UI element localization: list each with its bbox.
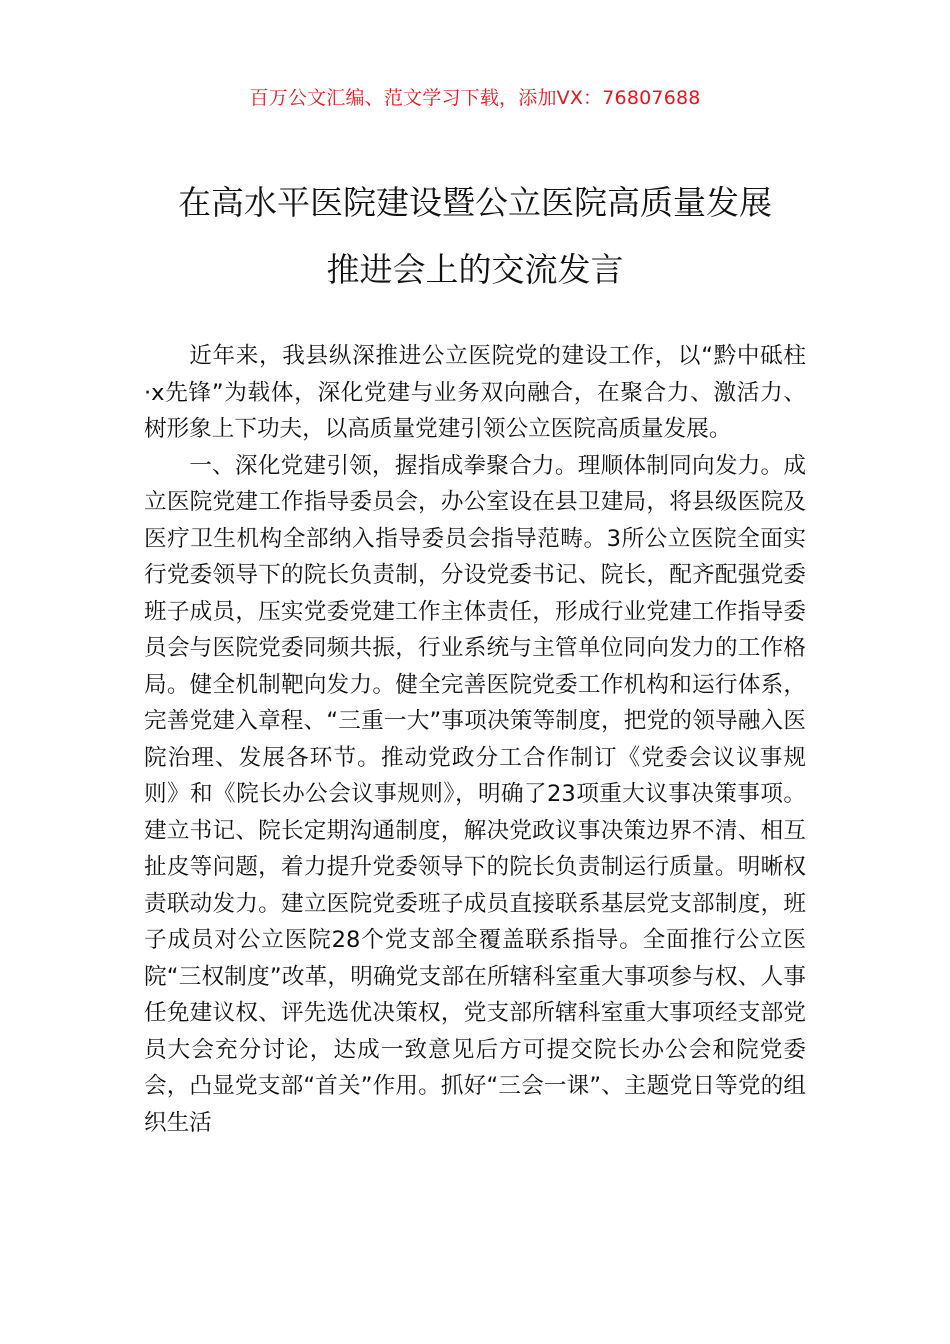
paragraph-intro: 近年来，我县纵深推进公立医院党的建设工作，以“黔中砥柱·x先锋”为载体，深化党建与业务双向融合，在聚合力、激活力、树形象上下功夫，以高质量党建引领公立医院高质量发展。 (144, 343, 806, 442)
document-title-line-1: 在高水平医院建设暨公立医院高质量发展 (178, 183, 772, 222)
document-body (144, 338, 806, 1141)
document-title-line-2: 推进会上的交流发言 (326, 250, 624, 289)
paragraph-section-1: 一、深化党建引领，握指成拳聚合力。理顺体制同向发力。成立医院党建工作指导委员会，办公室设在县卫建局，将县级医院及医疗卫生机构全部纳入指导委员会指导范畴。3所公立医院全面实行党委领导下的院长负责制，分设党委书记、院长，配齐配强党委班子成员，压实党委党建工作主体责任，形成行业党建工作指导委员会与医院党委同频共振，行业系统与主管单位同向发力的工作格局。健全机制靶向发力。健全完善医院党委工作机构和运行体系，完善党建入章程、“三重一大”事项决策等制度，把党的领导融入医院治理、发展各环节。推动党政分工合作制订《党委会议议事规则》和《院长办公会议事规则》，明确了23项重大议事决策事项。建立书记、院长定期沟通制度，解决党政议事决策边界不清、相互扯皮等问题，着力提升党委领导下的院长负责制运行质量。明晰权责联动发力。建立医院党委班子成员直接联系基层党支部制度，班子成员对公立医院28个党支部全覆盖联系指导。全面推行公立医院“三权制度”改革，明确党支部在所辖科室重大事项参与权、人事任免建议权、评先选优决策权，党支部所辖科室重大事项经支部党员大会充分讨论，达成一致意见后方可提交院长办公会和院党委会，凸显党支部“首关”作用。抓好“三会一课”、主题党日等党的组织生活 (144, 452, 806, 1136)
header-note: 百万公文汇编、范文学习下载，添加VX：76807688 (249, 87, 701, 109)
